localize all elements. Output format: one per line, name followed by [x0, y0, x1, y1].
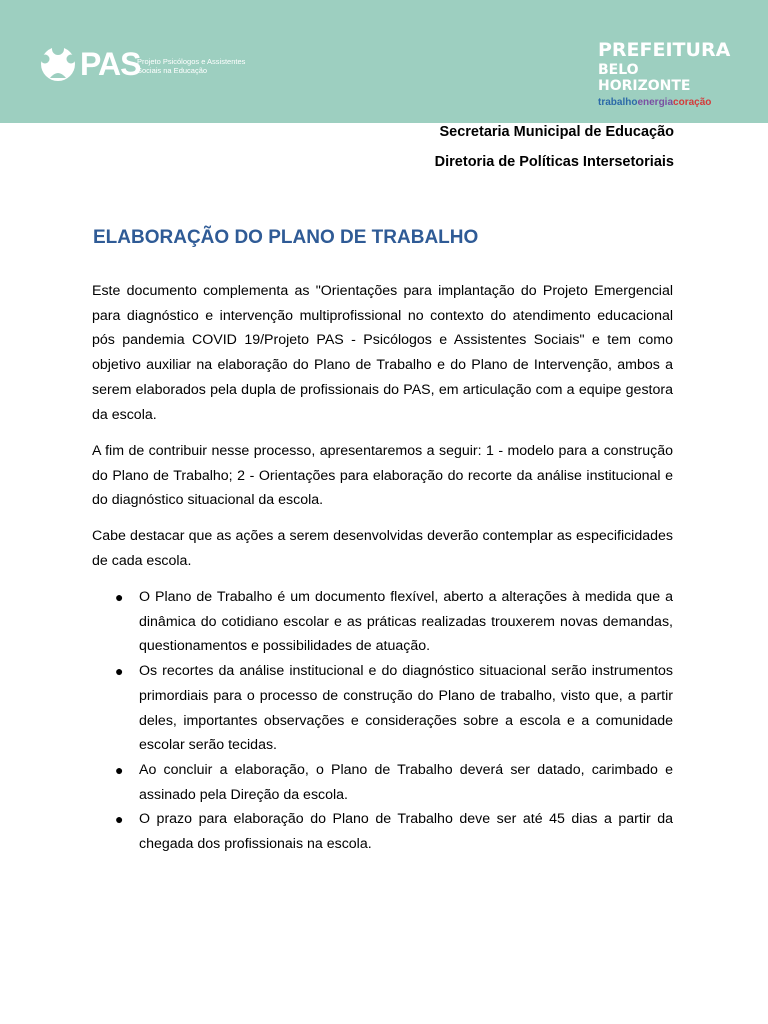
bullet-list: [92, 585, 673, 857]
paragraph-intro: Este documento complementa as "Orientações para implantação do Projeto Emergencial para diagnóstico e intervenção multiprofissional no contexto do atendimento educacional pós pandemia COVID 19/Projeto PAS - Psicólogos e Assistentes Sociais" e tem como objetivo auxiliar na elaboração do Plano de Trabalho e do Plano de Intervenção, ambos a serem elaborados pela dupla de profissionais do PAS, em articulação com a equipe gestora da escola.: [92, 283, 673, 423]
paragraph-process: A fim de contribuir nesse processo, apresentaremos a seguir: 1 - modelo para a construção do Plano de Trabalho; 2 - Orientações para elaboração do recorte da análise institucional e do diagnóstico situacional da escola.: [92, 443, 673, 509]
header-banner: [0, 0, 768, 123]
pas-wordmark: PAS: [80, 46, 141, 82]
pas-subtitle: Projeto Psicólogos e Assistentes Sociais na Educação: [137, 57, 246, 75]
bullet-text: O Plano de Trabalho é um documento flexível, aberto a alterações à medida que a dinâmica do cotidiano escolar e as práticas realizadas trouxerem novas demandas, questionamentos e possibilidades de atuação.: [139, 589, 673, 655]
bullet-dot-icon: ●: [115, 761, 124, 778]
pas-logo: [40, 42, 246, 88]
paragraph-specificities: Cabe destacar que as ações a serem desenvolvidas deverão contemplar as especificidades de cada escola.: [92, 528, 673, 569]
prefeitura-logo: [598, 39, 731, 110]
bullet-item: [92, 585, 673, 659]
prefeitura-line2: BELO HORIZONTE: [598, 62, 691, 94]
bullet-dot-icon: ●: [115, 811, 124, 828]
tagline-coracao: coração: [673, 97, 712, 108]
prefeitura-line1: PREFEITURA: [598, 39, 731, 61]
bullet-item: [92, 807, 673, 856]
bullet-item: [92, 659, 673, 758]
bullet-text: Os recortes da análise institucional e do diagnóstico situacional serão instrumentos primordiais para o processo de construção do Plano de trabalho, visto que, a partir deles, importantes observações e considerações sobre a escola e a comunidade escolar serão tecidas.: [139, 663, 673, 754]
bullet-dot-icon: ●: [115, 589, 124, 605]
org-line-diretoria: Diretoria de Políticas Intersetoriais: [434, 154, 674, 170]
org-line-secretaria: Secretaria Municipal de Educação: [439, 124, 674, 140]
bullet-item: [92, 758, 673, 807]
bullet-text: Ao concluir a elaboração, o Plano de Trabalho deverá ser datado, carimbado e assinado pela Direção da escola.: [139, 761, 673, 803]
tagline-energia: energia: [637, 97, 674, 108]
tagline-trabalho: trabalho: [598, 97, 638, 108]
bullet-dot-icon: ●: [115, 663, 124, 680]
prefeitura-tagline: [598, 96, 726, 110]
bullet-text: O prazo para elaboração do Plano de Trabalho deve ser até 45 dias a partir da chegada dos profissionais na escola.: [139, 811, 673, 853]
document-title: ELABORAÇÃO DO PLANO DE TRABALHO: [93, 227, 479, 248]
